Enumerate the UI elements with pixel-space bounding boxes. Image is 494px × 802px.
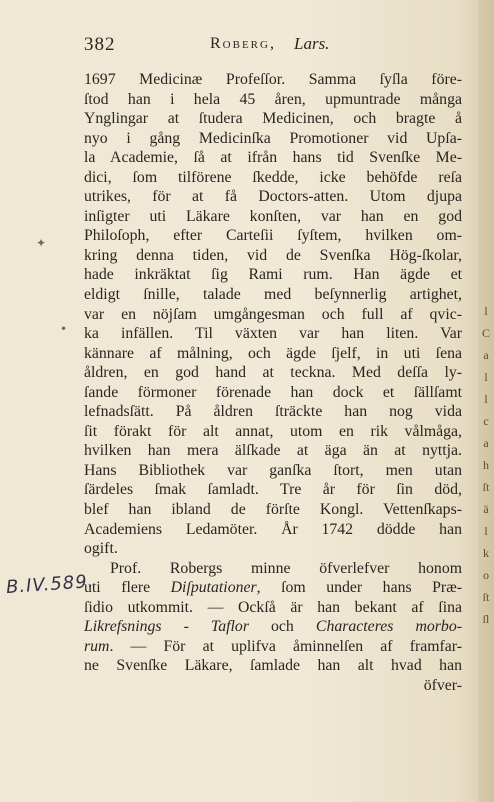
text-line: dici, ſom tilförene ſkedde, icke behöfde reſa: [84, 168, 462, 186]
text-line: ſidio utkommit. — Ockſå är han bekant af ſina: [84, 598, 462, 616]
edge-letter: ſl: [482, 612, 490, 626]
text-line: Academiens Ledamöter. År 1742 dödde han: [84, 520, 462, 538]
text-line: ſit förakt för alt annat, utom en rik vålmåga,: [84, 422, 462, 440]
edge-letter: o: [483, 568, 489, 582]
text-line: hvilken han mera älſkade at äga än at nyttja.: [84, 442, 462, 460]
edge-letter: l: [484, 392, 488, 406]
text-line: [84, 578, 462, 598]
text-line: ſande förmoner förenade han dock et ſällſamt: [84, 383, 462, 401]
text-line: kännare af målning, och ägde ſjelf, in uti ſena: [84, 344, 462, 362]
text-line: ogift.: [84, 540, 118, 558]
page-number: 382: [84, 34, 116, 55]
handwritten-shelfmark: B.IV.589.: [5, 570, 96, 599]
body-text: [84, 70, 462, 696]
text-line: ſtod han i hela 45 åren, upmuntrade många: [84, 90, 462, 108]
text-line: kring denna tiden, vid de Svenſka Hög-ſkolar,: [84, 246, 462, 264]
text-line: eldigt ſnille, talade med beſynnerlig artighet,: [84, 286, 462, 304]
edge-letter: l: [484, 370, 488, 384]
edge-letter: ſt: [482, 480, 490, 494]
text-line: [84, 617, 462, 637]
text-line: Prof. Robergs minne öfverlefver honom: [110, 559, 462, 577]
text-line: ne Svenſke Läkare, ſamlade han alt hvad han: [84, 657, 462, 675]
running-head: Roberg,: [210, 35, 276, 52]
italic-term: Likrefsnings - Taflor: [84, 618, 249, 636]
text-line: la Academie, ſå at ifrån hans tid Svenſke Me-: [84, 149, 462, 167]
text-line: 1697 Medicinæ Profeſſor. Samma ſyſla före-: [84, 71, 462, 88]
edge-letter: l: [484, 524, 488, 538]
italic-term: Characteres morbo-: [315, 618, 462, 636]
text-line: åldren, en god hand at teckna. Med deſſa ly-: [84, 364, 462, 382]
text-line: ka infällen. Til växten var han liten. Var: [84, 325, 462, 343]
text-line: hade inkräktat ſig Rami rum. Han ägde et: [84, 266, 462, 284]
italic-term: Diſputationer: [170, 579, 257, 597]
adjacent-page-edge: [478, 0, 494, 802]
text-line: Philoſoph, efter Carteſii ſyſtem, hvilken om-: [84, 227, 462, 245]
edge-letter: ſt: [482, 590, 490, 604]
edge-letter: a: [483, 436, 489, 450]
running-head-name: Lars.: [294, 34, 330, 53]
margin-mark: •: [60, 322, 68, 336]
edge-letter: a: [483, 348, 489, 362]
text-line: utrikes, för at få Doctors-atten. Utom djupa: [84, 188, 462, 206]
text-line: Ynglingar at ſtudera Medicinen, och bragte å: [84, 110, 462, 128]
text-fragment: , ſom under hans Præ-: [256, 579, 462, 597]
text-line: nyo i gång Medicinſka Promotioner vid Upſa-: [84, 129, 462, 147]
edge-letter: h: [483, 458, 489, 472]
edge-letter: ä: [483, 502, 489, 516]
text-fragment: och: [248, 618, 316, 636]
text-line: [84, 637, 462, 657]
edge-letter: C: [481, 326, 490, 340]
margin-mark: ✦: [36, 236, 47, 250]
italic-term: rum: [84, 637, 110, 655]
text-line: var en nöjſam umgångesman och full af qvic-: [84, 305, 462, 323]
catchword: öfver-: [423, 676, 462, 694]
text-line: Hans Bibliothek var ganſka ſtort, men utan: [84, 461, 462, 479]
page-header: [84, 34, 384, 58]
text-line: lefnadsſätt. På åldren ſträckte han nog vida: [84, 403, 462, 421]
edge-letters: [480, 300, 492, 630]
edge-letter: c: [483, 414, 489, 428]
text-line: blef han ibland de förſte Kongl. Vettenſkaps-: [84, 501, 462, 519]
edge-letter: l: [484, 304, 488, 318]
edge-letter: k: [483, 546, 489, 560]
text-fragment: . — För at uplifva åminnelſen af framfar-: [109, 637, 462, 655]
text-fragment: uti flere: [84, 579, 171, 597]
text-line: inſigter uti Läkare konſten, var han en god: [84, 207, 462, 225]
text-line: ſärdeles ſmak ſamladt. Tre år för ſin död,: [84, 481, 462, 499]
